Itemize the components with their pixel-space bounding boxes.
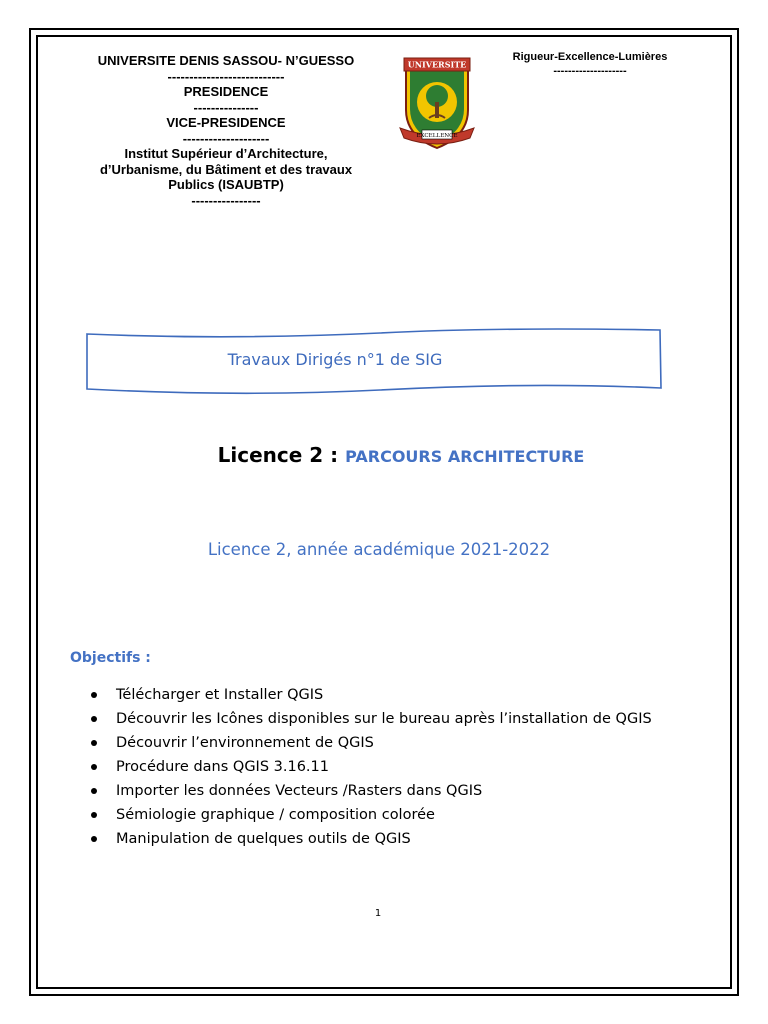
- document-title: Travaux Dirigés n°1 de SIG: [227, 350, 443, 369]
- institute-name-line2: d’Urbanisme, du Bâtiment et des travaux: [99, 161, 353, 177]
- university-name: UNIVERSITE DENIS SASSOU- N’GUESSO: [97, 53, 355, 68]
- level-prefix: Licence 2 :: [217, 443, 346, 467]
- separator: --------------------: [182, 130, 270, 146]
- list-item: Sémiologie graphique / composition colorée: [88, 803, 728, 827]
- level-track: PARCOURS ARCHITECTURE: [345, 447, 585, 466]
- separator: ---------------------------: [167, 68, 285, 84]
- list-item: Découvrir les Icônes disponibles sur le bureau après l’installation de QGIS: [88, 707, 728, 731]
- presidence-label: PRESIDENCE: [183, 84, 269, 99]
- list-item: Découvrir l’environnement de QGIS: [88, 731, 728, 755]
- page-number: 1: [374, 908, 382, 919]
- separator: --------------------: [553, 65, 627, 77]
- motto: Rigueur-Excellence-Lumières: [512, 51, 668, 63]
- objectives-list: [88, 683, 728, 851]
- institution-header: [58, 53, 394, 208]
- separator: ---------------: [193, 99, 259, 115]
- logo-motto-text: EXCELLENCE: [416, 133, 458, 139]
- list-item: Procédure dans QGIS 3.16.11: [88, 755, 728, 779]
- academic-year: Licence 2, année académique 2021-2022: [207, 540, 551, 559]
- list-item: Importer les données Vecteurs /Rasters dans QGIS: [88, 779, 728, 803]
- motto-block: [490, 50, 690, 78]
- list-item: Manipulation de quelques outils de QGIS: [88, 827, 728, 851]
- list-item: Télécharger et Installer QGIS: [88, 683, 728, 707]
- vice-presidence-label: VICE-PRESIDENCE: [166, 115, 286, 130]
- level-heading: [0, 443, 768, 467]
- institute-name-line3: Publics (ISAUBTP): [168, 177, 284, 192]
- institute-name-line1: Institut Supérieur d’Architecture,: [124, 146, 328, 161]
- separator: ----------------: [191, 192, 261, 208]
- logo-banner-text: UNIVERSITE: [407, 59, 467, 70]
- objectives-heading: Objectifs :: [70, 650, 151, 666]
- university-logo: [398, 52, 476, 152]
